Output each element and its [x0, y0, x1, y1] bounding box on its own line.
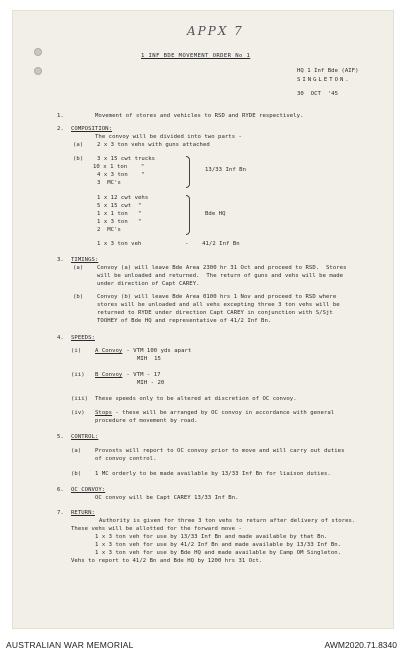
para4-iii-text: These speeds only to be altered at discretion of OC convoy.: [95, 396, 297, 402]
date-line: 30 OCT '45: [297, 91, 339, 97]
vehicle-line: 1 x 1 ton ": [97, 211, 142, 217]
convoy-a-label: A Convoy: [95, 348, 123, 354]
vehicle-line: 5 x 15 cwt ": [97, 203, 142, 209]
para7-line: 1 x 3 ton veh for use by Bde HQ and made available by Camp OM Singleton.: [95, 550, 342, 556]
para7-heading: RETURN:: [71, 510, 95, 516]
para5-heading: CONTROL:: [71, 434, 99, 440]
para-number: 1.: [57, 113, 64, 119]
para2-heading: COMPOSITION:: [71, 126, 113, 132]
unit-label: 13/33 Inf Bn: [205, 167, 247, 173]
para-number: 2.: [57, 126, 64, 132]
punch-hole-top: [34, 48, 42, 56]
sub-label: (b): [73, 156, 84, 162]
vehicle-line: 3 x 15 cwt trucks: [97, 156, 156, 162]
para-number: 6.: [57, 487, 64, 493]
para4-iv-text: - these will be arranged by OC convoy in accordance with general: [112, 410, 335, 416]
handwritten-reference: APPX 7: [187, 24, 244, 38]
document-page: [13, 11, 393, 628]
convoy-b-label: B Convoy: [95, 372, 123, 378]
punch-hole-bottom: [34, 67, 42, 75]
convoy-a-mih: MIH 15: [137, 356, 161, 362]
para3-b-line: returned to RYDE under direction Capt CAREY in conjunction with S/Sjt: [97, 310, 333, 316]
para7-line: 1 x 3 ton veh for use by 41/2 Inf Bn and made available by 13/33 Inf Bn.: [95, 542, 342, 548]
archive-name: AUSTRALIAN WAR MEMORIAL: [6, 640, 134, 650]
vehicle-line: 1 x 3 ton veh: [97, 241, 142, 247]
sub-label: (a): [71, 448, 82, 454]
para4-heading: SPEEDS:: [71, 335, 95, 341]
archive-reference: AWM2020.71.8340: [324, 640, 397, 650]
vehicle-line: 10 x 1 ton ": [93, 164, 145, 170]
para7-line: Vehs to report to 41/2 Bn and Bde HQ by 1200 hrs 31 Oct.: [71, 558, 263, 564]
archive-footer: [0, 638, 405, 653]
convoy-b-mih: MIH - 20: [137, 380, 165, 386]
sub-label: (b): [71, 471, 82, 477]
para1-text: Movement of stores and vehicles to RSD and RYDE respectively.: [95, 113, 304, 119]
vehicle-line: 4 x 3 ton ": [97, 172, 145, 178]
vehicle-line: 1 x 3 ton ": [97, 219, 142, 225]
vehicle-line: 1 x 12 cwt vehs: [97, 195, 149, 201]
sub-label: (iv): [71, 410, 85, 416]
para3-heading: TIMINGS:: [71, 257, 99, 263]
sub-label: (a): [73, 142, 84, 148]
para-number: 5.: [57, 434, 64, 440]
para5-b-text: 1 MC orderly to be made available by 13/33 Inf Bn for liaison duties.: [95, 471, 331, 477]
vehicle-line: 3 MC's: [97, 180, 121, 186]
sub-label: (b): [73, 294, 84, 300]
sub-label: (iii): [71, 396, 89, 402]
place-line: SINGLETON.: [297, 77, 351, 83]
para6-text: OC convoy will be Capt CAREY 13/33 Inf Bn.: [95, 495, 239, 501]
para5-a-line: of convoy control.: [95, 456, 157, 462]
brace: [186, 156, 190, 188]
convoy-a-vtm: - VTM 100 yds apart: [123, 348, 192, 354]
para4-iv-text2: procedure of movement by road.: [95, 418, 198, 424]
para6-heading: OC CONVOY:: [71, 487, 106, 493]
para3-a-line: Convoy (a) will leave Bde Area 2300 hr 31 Oct and proceed to RSD. Stores: [97, 265, 347, 271]
para3-b-line: TOOHEY of Bde HQ and representative of 41/2 Inf Bn.: [97, 318, 272, 324]
para-number: 7.: [57, 510, 64, 516]
vehicle-line: 2 MC's: [97, 227, 121, 233]
sub-label: (ii): [71, 372, 85, 378]
para3-a-line: will be unloaded and returned. The return of guns and vehs will be made: [97, 273, 344, 279]
para3-b-line: Convoy (b) will leave Bde Area 0100 hrs 1 Nov and proceed to RSD where: [97, 294, 337, 300]
para7-line: These vehs will be allotted for the forward move -: [71, 526, 242, 532]
para5-a-line: Provosts will report to OC convoy prior to move and will carry out duties: [95, 448, 345, 454]
brace: [186, 195, 190, 235]
sub-label: (i): [71, 348, 82, 354]
convoy-b-vtm: - VTM - 17: [123, 372, 161, 378]
para3-b-line: stores will be unloaded and all vehs excepting three 3 ton vehs will be: [97, 302, 340, 308]
para-number: 3.: [57, 257, 64, 263]
para2-intro: The convoy will be divided into two parts -: [95, 134, 242, 140]
hq-line: HQ 1 Inf Bde (AIF): [297, 68, 359, 74]
order-title: 1 INF BDE MOVEMENT ORDER No 1: [141, 53, 251, 59]
para3-a-line: under direction of Capt CAREY.: [97, 281, 200, 287]
para2-a-text: 2 x 3 ton vehs with guns attached: [97, 142, 210, 148]
para7-line: 1 x 3 ton veh for use by 13/33 Inf Bn and made available by that Bn.: [95, 534, 328, 540]
para-number: 4.: [57, 335, 64, 341]
unit-label: Bde HQ: [205, 211, 226, 217]
para7-line: Authority is given for three 3 ton vehs to return after delivery of stores.: [99, 518, 356, 524]
sub-label: (a): [73, 265, 84, 271]
unit-label: - 41/2 Inf Bn: [185, 241, 240, 247]
stops-label: Stops: [95, 410, 113, 416]
